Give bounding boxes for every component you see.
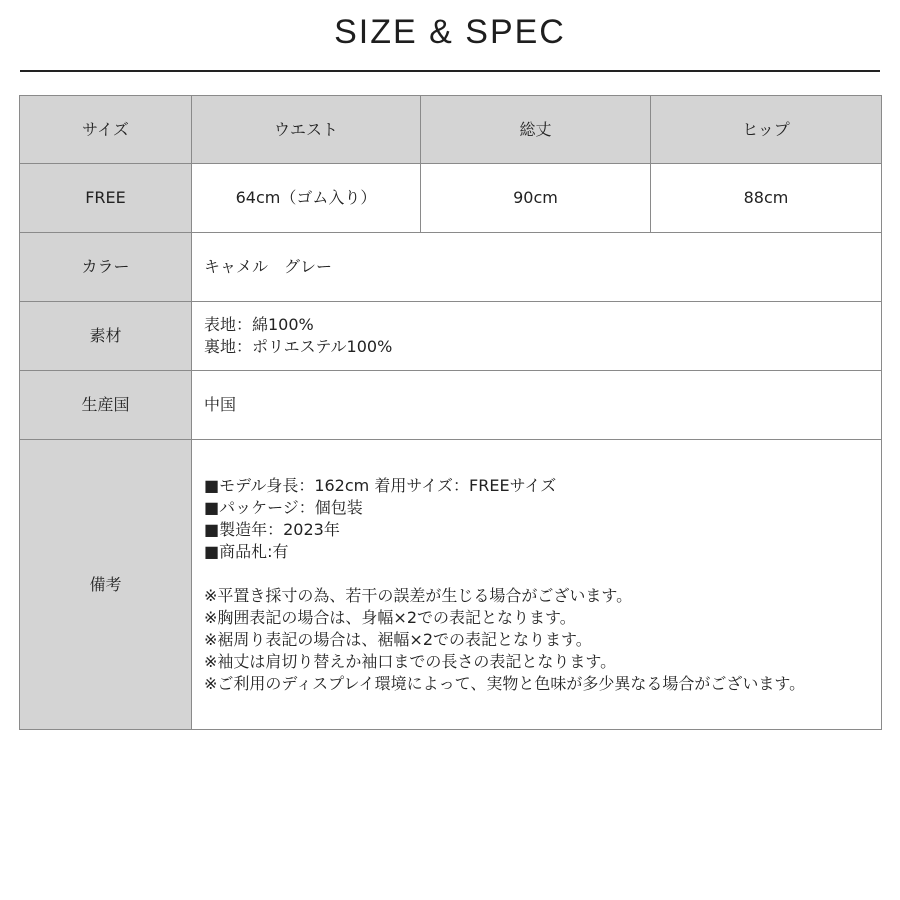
- page-title: SIZE & SPEC: [334, 13, 566, 51]
- size-value: FREE: [20, 164, 192, 233]
- origin-label: 生産国: [20, 371, 192, 440]
- hip-value: 88cm: [651, 164, 882, 233]
- remarks-label: 備考: [20, 440, 192, 730]
- remarks-row: [20, 440, 882, 730]
- remarks-item: ■製造年：2023年: [204, 519, 340, 539]
- remarks-note: ※胸囲表記の場合は、身幅×2での表記となります。: [204, 607, 576, 627]
- remarks-note: ※袖丈は肩切り替えか袖口までの長さの表記となります。: [204, 651, 617, 671]
- size-header-row: [20, 96, 882, 164]
- title-divider: [20, 70, 880, 72]
- material-line: 表地：綿100%: [204, 315, 314, 334]
- color-label: カラー: [20, 233, 192, 302]
- material-label: 素材: [20, 302, 192, 371]
- material-line: 裏地：ポリエステル100%: [204, 337, 393, 356]
- remarks-item: ■商品札:有: [204, 541, 289, 561]
- origin-value: 中国: [192, 371, 882, 440]
- header-waist: ウエスト: [192, 96, 421, 164]
- color-value: キャメル グレー: [192, 233, 882, 302]
- waist-value: 64cm（ゴム入り）: [192, 164, 421, 233]
- remarks-item: ■モデル身長：162cm 着用サイズ：FREEサイズ: [204, 475, 557, 495]
- origin-row: [20, 371, 882, 440]
- header-hip: ヒップ: [651, 96, 882, 164]
- remarks-note: ※平置き採寸の為、若干の誤差が生じる場合がございます。: [204, 585, 633, 605]
- size-spec-table: [19, 95, 882, 730]
- material-row: [20, 302, 882, 371]
- header-size: サイズ: [20, 96, 192, 164]
- remarks-note: ※裾周り表記の場合は、裾幅×2での表記となります。: [204, 629, 592, 649]
- length-value: 90cm: [421, 164, 651, 233]
- remarks-item: ■パッケージ：個包装: [204, 497, 363, 517]
- remarks-spacer: [204, 563, 881, 585]
- remarks-note: ※ご利用のディスプレイ環境によって、実物と色味が多少異なる場合がございます。: [204, 673, 806, 693]
- material-value: [192, 302, 882, 371]
- header-length: 総丈: [421, 96, 651, 164]
- remarks-value: [192, 440, 882, 730]
- size-value-row: [20, 164, 882, 233]
- color-row: [20, 233, 882, 302]
